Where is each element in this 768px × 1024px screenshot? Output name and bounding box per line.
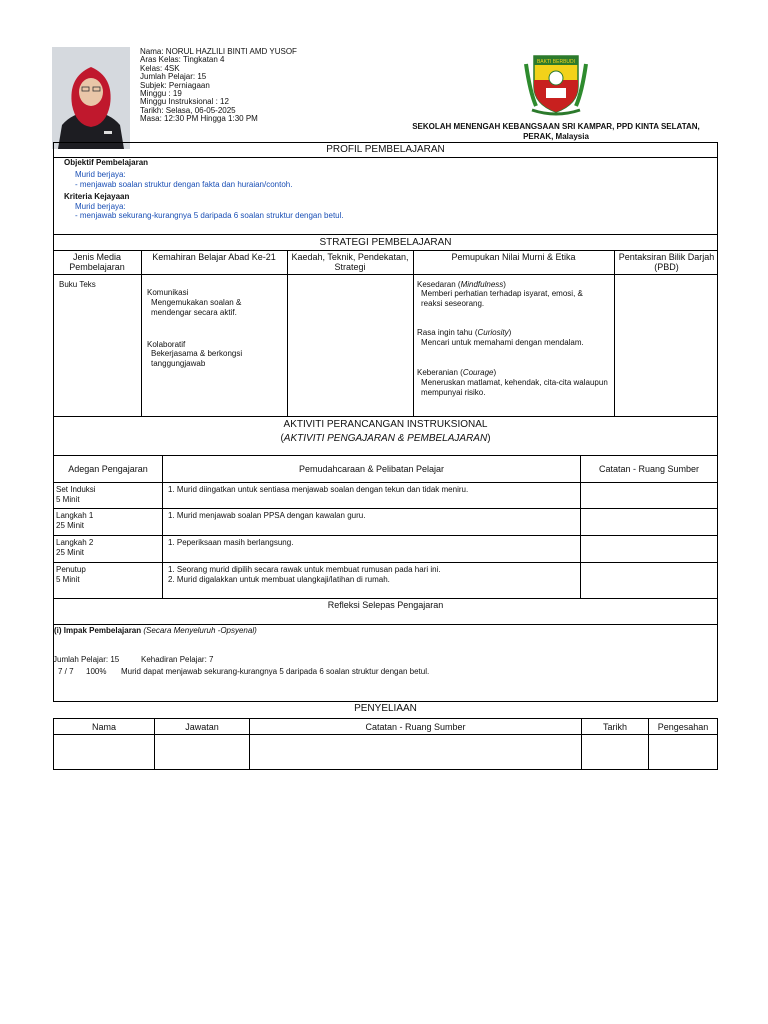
value-courage-desc: Meneruskan matlamat, kehendak, cita-cita walaupun mempunyai risiko. xyxy=(421,378,608,397)
value-courage-title: Keberanian (Courage) xyxy=(417,368,497,377)
class-name: Kelas: 4SK xyxy=(140,63,180,73)
activity-text: 1. Peperiksaan masih berlangsung. xyxy=(168,538,294,547)
activity-title: AKTIVITI PERANCANGAN INSTRUKSIONAL xyxy=(283,419,488,430)
supervision-title: PENYELIAAN xyxy=(354,703,417,714)
activity-text: 1. Murid menjawab soalan PPSA dengan kawalan guru. xyxy=(168,511,366,520)
reflection-attendance: Kehadiran Pelajar: 7 xyxy=(141,655,214,664)
criteria-intro: Murid berjaya: xyxy=(75,202,126,211)
table-row xyxy=(54,536,718,563)
value-curiosity-desc: Mencari untuk memahami dengan mendalam. xyxy=(421,338,584,347)
svg-text:BAKTI BERBUDI: BAKTI BERBUDI xyxy=(536,59,576,65)
table-row xyxy=(54,509,718,536)
skill-collaboration-desc: Bekerjasama & berkongsi tanggungjawab xyxy=(151,349,243,368)
activity-subtitle: (AKTIVITI PENGAJARAN & PEMBELAJARAN) xyxy=(280,433,491,444)
stage-duration: 25 Minit xyxy=(56,521,85,530)
divider xyxy=(614,250,615,417)
class-level: Aras Kelas: Tingkatan 4 xyxy=(140,55,225,65)
stage-name: Langkah 2 xyxy=(56,538,94,547)
supervision-position-header: Jawatan xyxy=(155,719,250,735)
stage-name: Langkah 1 xyxy=(56,511,94,520)
notes-header: Catatan - Ruang Sumber xyxy=(581,456,718,483)
school-crest-icon xyxy=(520,52,592,118)
value-curiosity-title: Rasa ingin tahu (Curiosity) xyxy=(417,328,512,337)
week: Minggu : 19 xyxy=(140,89,182,99)
divider xyxy=(53,157,718,158)
impact-label: (i) Impak Pembelajaran (Secara Menyeluruh -Opsyenal) xyxy=(54,626,257,635)
supervision-name-header: Nama xyxy=(54,719,155,735)
time: Masa: 12:30 PM Hingga 1:30 PM xyxy=(140,114,258,124)
objective-intro: Murid berjaya: xyxy=(75,170,126,179)
divider xyxy=(141,250,142,417)
date: Tarikh: Selasa, 06-05-2025 xyxy=(140,105,236,115)
stage-duration: 25 Minit xyxy=(56,548,85,557)
divider xyxy=(53,250,718,251)
value-mindfulness-desc: Memberi perhatian terhadap isyarat, emosi, & reaksi seseorang. xyxy=(421,289,583,308)
stage-name: Penutup xyxy=(56,565,86,574)
table-row xyxy=(54,563,718,599)
reflection-result: Murid dapat menjawab sekurang-kurangnya 5 daripada 6 soalan struktur dengan betul. xyxy=(121,667,430,676)
teacher-portrait-icon xyxy=(52,47,130,149)
method-header: Kaedah, Teknik, Pendekatan, Strategi xyxy=(291,252,409,272)
subject: Subjek: Perniagaan xyxy=(140,80,210,90)
supervision-notes-header: Catatan - Ruang Sumber xyxy=(250,719,582,735)
stage-name: Set Induksi xyxy=(56,485,96,494)
media-header: Jenis Media Pembelajaran xyxy=(69,252,125,272)
activity-text: 1. Murid diingatkan untuk sentiasa menjawab soalan dengan tekun dan tidak meniru. xyxy=(168,485,469,494)
supervision-date-header: Tarikh xyxy=(582,719,649,735)
school-name: SEKOLAH MENENGAH KEBANGSAAN SRI KAMPAR, PPD KINTA SELATAN, PERAK, Malaysia xyxy=(412,122,700,141)
supervision-date-cell xyxy=(582,735,649,770)
supervision-position-cell xyxy=(155,735,250,770)
skill-communication-title: Komunikasi xyxy=(147,288,189,297)
supervision-notes-cell xyxy=(250,735,582,770)
reflection-percent: 100% xyxy=(86,667,107,676)
supervision-name-cell xyxy=(54,735,155,770)
skill-communication-desc: Mengemukakan soalan & mendengar secara aktif. xyxy=(151,298,242,317)
objective-text: - menjawab soalan struktur dengan fakta dan huraian/contoh. xyxy=(75,180,293,189)
supervision-approval-header: Pengesahan xyxy=(649,719,718,735)
stage-duration: 5 Minit xyxy=(56,495,80,504)
values-header: Pemupukan Nilai Murni & Etika xyxy=(451,252,576,262)
objective-label: Objektif Pembelajaran xyxy=(64,158,149,167)
skill-collaboration-title: Kolaboratif xyxy=(147,340,186,349)
skills-header: Kemahiran Belajar Abad Ke-21 xyxy=(152,252,276,262)
teacher-photo xyxy=(52,47,130,149)
activity-text: 1. Seorang murid dipilih secara rawak untuk membuat rumusan pada hari ini. xyxy=(168,565,441,574)
stage-header: Adegan Pengajaran xyxy=(54,456,163,483)
supervision-approval-cell xyxy=(649,735,718,770)
reflection-ratio: 7 / 7 xyxy=(58,667,74,676)
activity-text: 2. Murid digalakkan untuk membuat ulangkaji/latihan di rumah. xyxy=(168,575,390,584)
stage-duration: 5 Minit xyxy=(56,575,80,584)
criteria-label: Kriteria Kejayaan xyxy=(64,192,130,201)
teacher-name: Nama: NORUL HAZLILI BINTI AMD YUSOF xyxy=(140,47,297,56)
student-count: Jumlah Pelajar: 15 xyxy=(140,72,207,82)
facilitation-header: Pemudahcaraan & Pelibatan Pelajar xyxy=(163,456,581,483)
instructional-week: Minggu Instruksional : 12 xyxy=(140,97,229,107)
criteria-text: - menjawab sekurang-kurangnya 5 daripada 6 soalan struktur dengan betul. xyxy=(75,211,344,220)
divider xyxy=(287,250,288,417)
reflection-title: Refleksi Selepas Pengajaran xyxy=(327,600,444,610)
divider xyxy=(53,274,718,275)
divider xyxy=(413,250,414,417)
assessment-header: Pentaksiran Bilik Darjah (PBD) xyxy=(618,252,715,272)
activity-table xyxy=(53,455,718,599)
table-row xyxy=(54,735,718,770)
value-mindfulness-title: Kesedaran (Mindfulness) xyxy=(417,280,506,289)
teacher-info xyxy=(140,48,297,124)
table-row xyxy=(54,483,718,509)
learning-strategy-title: STRATEGI PEMBELAJARAN xyxy=(319,237,452,248)
reflection-students: Jumlah Pelajar: 15 xyxy=(53,655,120,664)
media-value: Buku Teks xyxy=(59,280,96,289)
learning-profile-title: PROFIL PEMBELAJARAN xyxy=(326,144,445,155)
supervision-table xyxy=(53,718,718,770)
divider xyxy=(53,624,718,625)
